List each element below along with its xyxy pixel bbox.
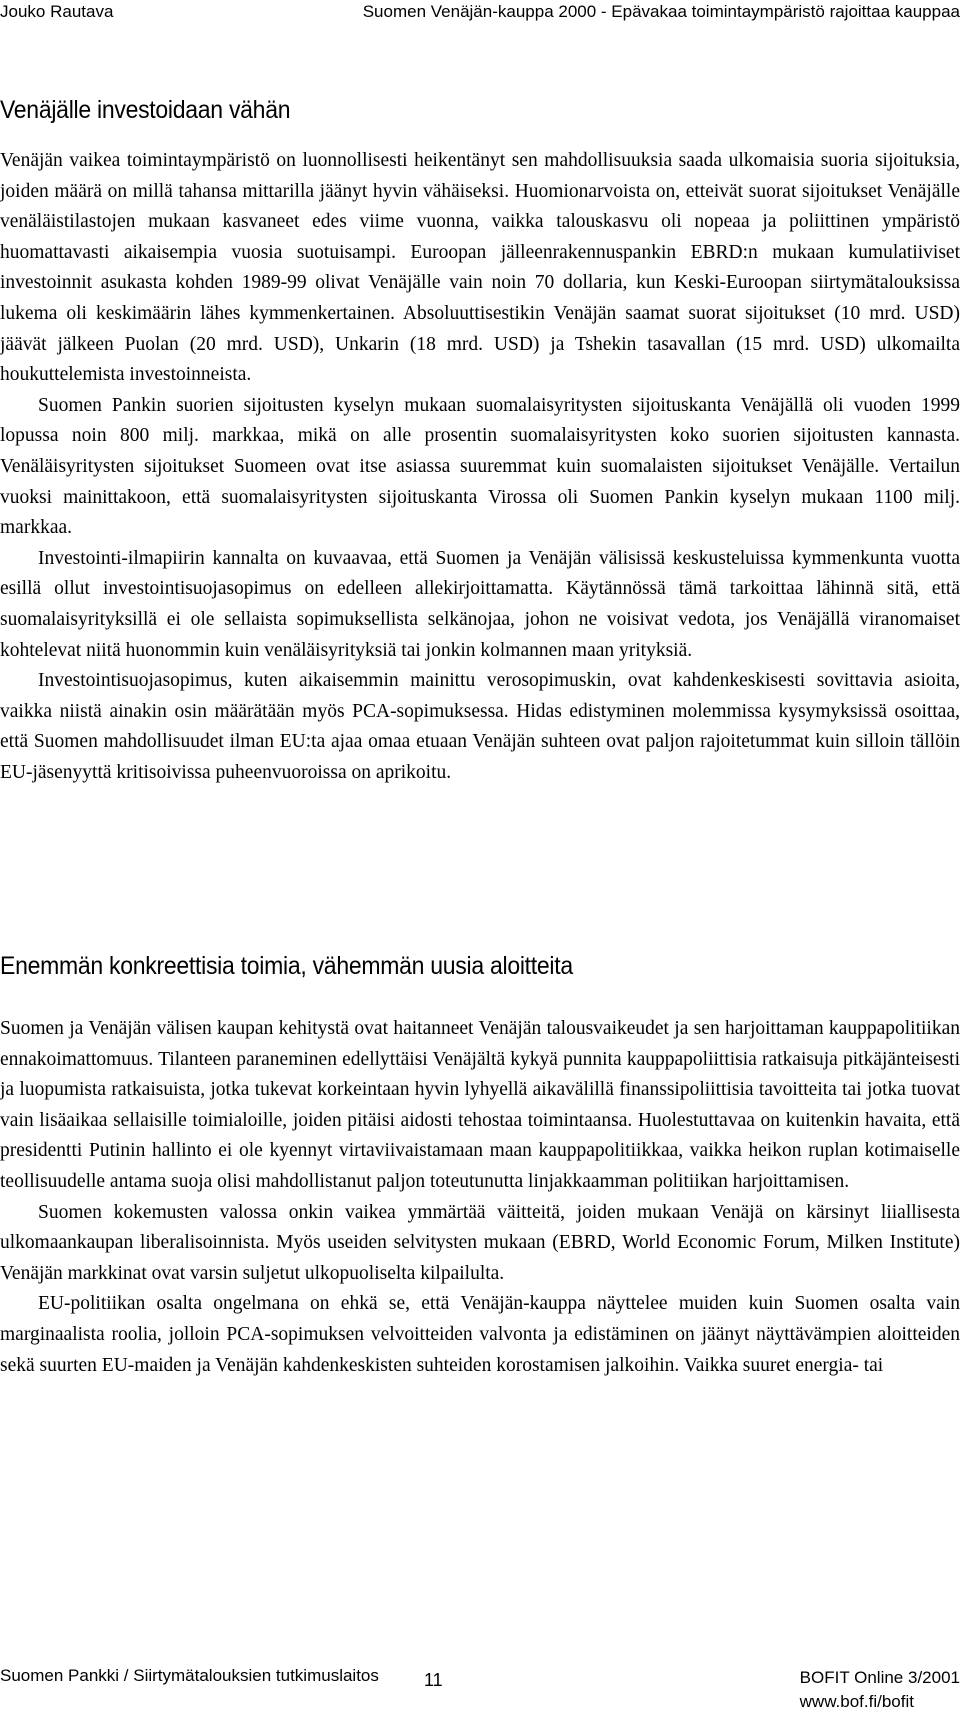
section-heading-concrete-actions: Enemmän konkreettisia toimia, vähemmän uusia aloitteita <box>0 952 573 980</box>
footer-series: BOFIT Online 3/2001 <box>799 1668 960 1687</box>
paragraph: Suomen kokemusten valossa onkin vaikea ymmärtää väitteitä, joiden mukaan Venäjä on kärsinyt liiallisesta ulkomaankaupan liberalisoinnista. Myös useiden selvitysten mukaan (EBRD, World Economic Forum, Milken Institute) Venäjän markkinat ovat varsin suljetut ulkopuoliselta kilpailulta. <box>0 1201 960 1284</box>
footer-publisher: Suomen Pankki / Siirtymätalouksien tutkimuslaitos <box>0 1666 379 1685</box>
section-heading-investments: Venäjälle investoidaan vähän <box>0 96 291 124</box>
paragraph: Investointisuojasopimus, kuten aikaisemmin mainittu verosopimuskin, ovat kahdenkeskisesti sovittavia asioita, vaikka niistä ainakin osin määrätään myös PCA-sopimuksessa. Hidas edistyminen molemmissa kysymyksissä osoittaa, että Suomen mahdollisuudet ilman EU:ta ajaa omaa etuaan Venäjän suhteen ovat paljon rajoitetummat kuin silloin tällöin EU-jäsenyyttä kritisoivissa puheenvuoroissa on aprikoitu. <box>0 670 960 783</box>
page-footer <box>0 1666 960 1736</box>
paragraph: Suomen Pankin suorien sijoitusten kyselyn mukaan suomalaisyritysten sijoituskanta Venäjällä oli vuoden 1999 lopussa noin 800 milj. markkaa, mikä on alle prosentin suomalaisyritysten koko suorien sijoitusten kannasta. Venäläisyritysten sijoitukset Suomeen ovat itse asiassa suuremmat kuin suomalaisten sijoitukset Venäjälle. Vertailun vuoksi mainittakoon, että suomalaisyritysten sijoituskanta Virossa oli Suomen Pankin kyselyn mukaan 1100 milj. markkaa. <box>0 394 960 539</box>
footer-series-block <box>800 1666 960 1714</box>
header-author: Jouko Rautava <box>0 2 114 21</box>
paragraph: EU-politiikan osalta ongelmana on ehkä se, että Venäjän-kauppa näyttelee muiden kuin Suomen osalta vain marginaalista roolia, jolloin PCA-sopimuksen velvoitteiden valvonta ja edistäminen on jäänyt näyttävämpien aloitteiden sekä suurten EU-maiden ja Venäjän kahdenkeskisten suhteiden korostamisen jalkoihin. Vaikka suuret energia- tai <box>0 1293 960 1376</box>
footer-url[interactable]: www.bof.fi/bofit <box>799 1692 914 1711</box>
page-number: 11 <box>424 1670 443 1690</box>
section-concrete-actions <box>0 1014 960 1381</box>
paragraph: Venäjän vaikea toimintaympäristö on luonnollisesti heikentänyt sen mahdollisuuksia saada ulkomaisia suoria sijoituksia, joiden määrä on millä tahansa mittarilla jäänyt hyvin vähäiseksi. Huomionarvoista on, etteivät suorat sijoitukset Venäjälle venäläistilastojen mukaan kasvaneet edes viime vuonna, vaikka talouskasvu oli nopeaa ja poliittinen ympäristö huomattavasti aikaisempia vuosia suotuisampi. Euroopan jälleenrakennuspankin EBRD:n mukaan kumulatiiviset investoinnit asukasta kohden 1989-99 olivat Venäjälle vain noin 70 dollaria, kun Keski-Euroopan siirtymätalouksissa lukema oli keskimäärin lähes kymmenkertainen. Absoluuttisestikin Venäjän saamat suorat sijoitukset (10 mrd. USD) jäävät jälkeen Puolan (20 mrd. USD), Unkarin (18 mrd. USD) ja Tshekin tasavallan (15 mrd. USD) ulkomailta houkuttelemista investoinneista. <box>0 150 960 386</box>
paragraph: Investointi-ilmapiirin kannalta on kuvaavaa, että Suomen ja Venäjän välisissä keskusteluissa kymmenkunta vuotta esillä ollut investointisuojasopimus on edelleen allekirjoittamatta. Käytännössä tämä tarkoittaa lähinnä sitä, että suomalaisyrityksillä ei ole sellaista sopimuksellista selkänojaa, johon ne voisivat vedota, jos Venäjällä viranomaiset kohtelevat niitä huonommin kuin venäläisyrityksiä tai jonkin kolmannen maan yrityksiä. <box>0 547 960 661</box>
page-header <box>0 2 960 42</box>
header-title: Suomen Venäjän-kauppa 2000 - Epävakaa toimintaympäristö rajoittaa kauppaa <box>362 2 960 21</box>
paragraph: Suomen ja Venäjän välisen kaupan kehitystä ovat haitanneet Venäjän talousvaikeudet ja sen harjoittaman kauppapolitiikan ennakoimattomuus. Tilanteen paraneminen edellyttäisi Venäjältä kykyä punnita kauppapoliittisia ratkaisuja pitkäjänteisesti ja luopumista ratkaisuista, jotka tukevat korkeintaan hyvin lyhyellä aikavälillä finanssipoliittisia tavoitteita tai jotka tuovat vain lisäaikaa sellaisille toimialoille, joiden pitäisi aidosti tehostaa toimintaansa. Huolestuttavaa on kuitenkin havaita, että presidentti Putinin hallinto ei ole kyennyt virtaviivaistamaan maan kauppapolitiikkaa, vaikka heikon ruplan kotimaiselle teollisuudelle antama suoja olisi mahdollistanut paljon toteutunutta linjakkaamman politiikan harjoittamisen. <box>0 1018 960 1192</box>
section-investments <box>0 146 960 788</box>
